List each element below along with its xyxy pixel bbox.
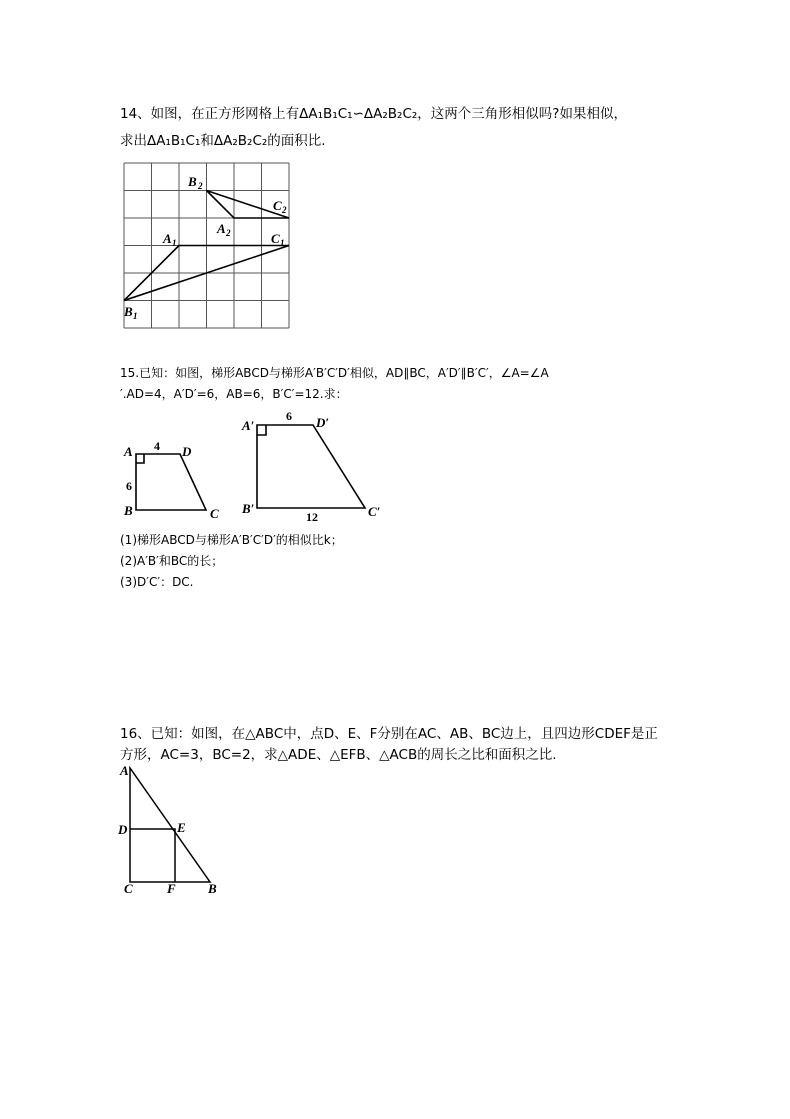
label-c1: C — [271, 231, 280, 246]
q14-text-line1: 14、如图，在正方形网格上有ΔA₁B₁C₁∽ΔA₂B₂C₂，这两个三角形相似吗?如果相似， — [120, 106, 627, 122]
q15-trapezoid-figure — [118, 405, 388, 530]
q15-text-line2: ′.AD=4，A′D′=6，AB=6，B′C′=12.求： — [120, 387, 348, 401]
sub-c2: 2 — [282, 205, 287, 215]
q15-text-line1: 15.已知：如图，梯形ABCD与梯形A′B′C′D′相似，AD∥BC，A′D′∥B′C′，∠A=∠A — [120, 366, 549, 380]
label-c2: C — [273, 198, 282, 213]
label-a2: A — [217, 221, 226, 236]
label-d-prime: D′ — [316, 415, 330, 430]
triangle-acb — [130, 768, 210, 882]
label-c16: C — [124, 881, 133, 896]
q15-sub-1: (1)梯形ABCD与梯形A′B′C′D′的相似比k； — [120, 533, 343, 547]
trapezoid-abcd — [136, 454, 206, 510]
label-b16: B — [208, 881, 217, 896]
label-f16: F — [167, 881, 176, 896]
q15-sub-2: (2)A′B′和BC的长； — [120, 554, 224, 568]
label-b: B — [124, 503, 133, 518]
q16-text-line2: 方形，AC=3，BC=2，求△ADE、△EFB、△ACB的周长之比和面积之比. — [120, 747, 557, 763]
sub-b1: 1 — [133, 311, 138, 321]
label-a16: A — [120, 763, 129, 778]
label-bc-prime-12: 12 — [306, 510, 318, 524]
sub-b2: 2 — [198, 181, 203, 191]
q16-triangle-figure — [114, 762, 224, 897]
square-cdef — [130, 829, 175, 882]
label-b-prime: B′ — [242, 501, 255, 516]
label-a1: A — [163, 231, 172, 246]
label-d: D — [182, 444, 192, 459]
sub-c1: 1 — [280, 238, 285, 248]
q15-sub-3: (3)D′C′：DC. — [120, 575, 194, 589]
label-b2: B — [188, 174, 197, 189]
trapezoid-a-prime — [257, 425, 365, 508]
right-angle-a-prime — [257, 425, 266, 435]
label-e16: E — [177, 820, 186, 835]
q14-grid-figure — [118, 160, 298, 330]
q16-text-line1: 16、已知：如图，在△ABC中，点D、E、F分别在AC、AB、BC边上，且四边形CDEF是正 — [120, 726, 658, 742]
label-ad-4: 4 — [154, 439, 160, 453]
label-ad-prime-6: 6 — [286, 409, 292, 423]
label-b1: B — [124, 304, 133, 319]
q14-text-line2: 求出ΔA₁B₁C₁和ΔA₂B₂C₂的面积比. — [120, 133, 326, 149]
label-c: C — [210, 506, 219, 521]
sub-a1: 1 — [172, 238, 177, 248]
label-a: A — [124, 444, 133, 459]
label-d16: D — [118, 822, 128, 837]
right-angle-abcd — [136, 454, 144, 463]
sub-a2: 2 — [226, 228, 231, 238]
label-ab-6: 6 — [126, 479, 132, 493]
label-a-prime: A′ — [242, 418, 255, 433]
label-c-prime: C′ — [368, 504, 381, 519]
